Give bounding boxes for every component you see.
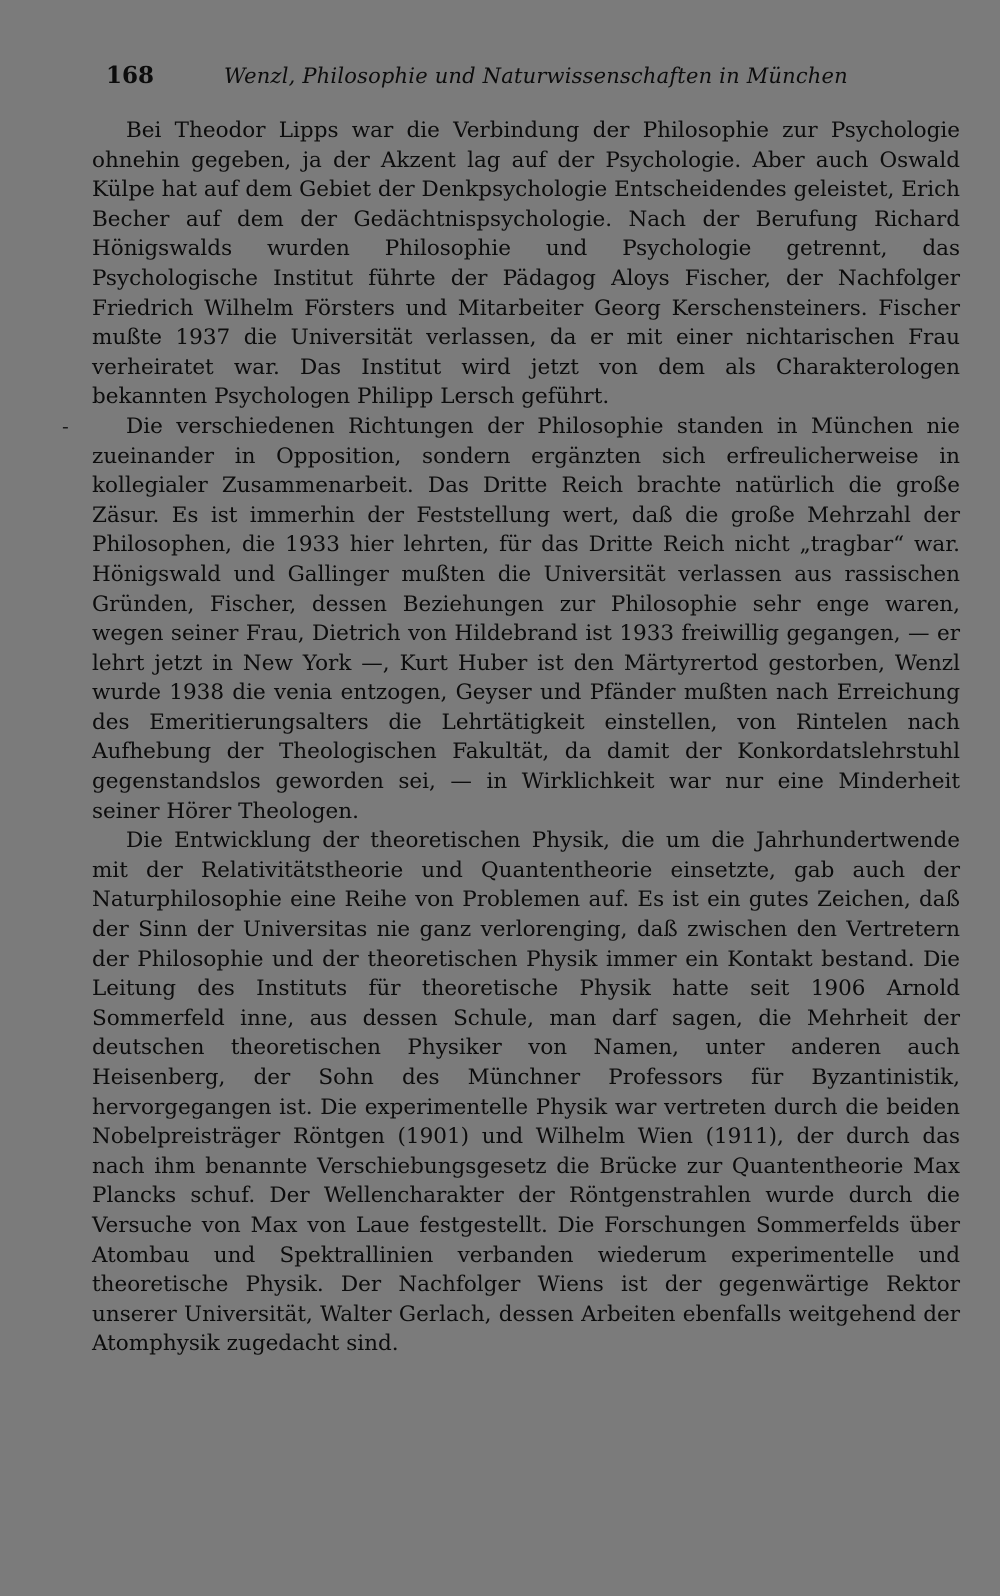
body-text — [92, 116, 960, 1359]
page-number: 168 — [106, 62, 155, 89]
running-title: Wenzl, Philosophie und Naturwissenschaften in München — [224, 64, 848, 88]
page-header — [106, 62, 960, 102]
paragraph-psychology: Bei Theodor Lipps war die Verbindung der Philosophie zur Psychologie ohnehin gegeben, ja der Akzent lag auf der Psychologie. Aber auch Oswald Külpe hat auf dem Gebiet der Denkpsychologie Entscheidendes geleistet, Erich Becher auf dem der Gedächtnispsychologie. Nach der Berufung Richard Hönigswalds wurden Philosophie und Psychologie getrennt, das Psychologische Institut führte der Pädagog Aloys Fischer, der Nachfolger Friedrich Wilhelm Försters und Mitarbeiter Georg Kerschensteiners. Fischer mußte 1937 die Universität verlassen, da er mit einer nichtarischen Frau verheiratet war. Das Institut wird jetzt von dem als Charakterologen bekannten Psychologen Philipp Lersch geführt. — [92, 118, 960, 410]
margin-mark: - — [62, 414, 69, 438]
paragraph-physics: Die Entwicklung der theoretischen Physik, die um die Jahrhundertwende mit der Relativitätstheorie und Quantentheorie einsetzte, gab auch der Naturphilosophie eine Reihe von Problemen auf. Es ist ein gutes Zeichen, daß der Sinn der Universitas nie ganz verlorenging, daß zwischen den Vertretern der Philosophie und der theoretischen Physik immer ein Kontakt bestand. Die Leitung des Instituts für theoretische Physik hatte seit 1906 Arnold Sommerfeld inne, aus dessen Schule, man darf sagen, die Mehrheit der deutschen theoretischen Physiker von Namen, unter anderen auch Heisenberg, der Sohn des Münchner Professors für Byzantinistik, hervorgegangen ist. Die experimentelle Physik war vertreten durch die beiden Nobelpreisträger Röntgen (1901) und Wilhelm Wien (1911), der durch das nach ihm benannte Verschiebungsgesetz die Brücke zur Quantentheorie Max Plancks schuf. Der Wellencharakter der Röntgenstrahlen wurde durch die Versuche von Max von Laue festgestellt. Die Forschungen Sommerfelds über Atombau und Spektrallinien verbanden wiederum experimentelle und theoretische Physik. Der Nachfolger Wiens ist der gegenwärtige Rektor unserer Universität, Walter Gerlach, dessen Arbeiten ebenfalls weitgehend der Atomphysik zugedacht sind. — [92, 828, 960, 1357]
paragraph-third-reich: Die verschiedenen Richtungen der Philosophie standen in München nie zueinander in Opposition, sondern ergänzten sich erfreulicherweise in kollegialer Zusammenarbeit. Das Dritte Reich brachte natürlich die große Zäsur. Es ist immerhin der Feststellung wert, daß die große Mehrzahl der Philosophen, die 1933 hier lehrten, für das Dritte Reich nicht „tragbar“ war. Hönigswald und Gallinger mußten die Universität verlassen aus rassischen Gründen, Fischer, dessen Beziehungen zur Philosophie sehr enge waren, wegen seiner Frau, Dietrich von Hildebrand ist 1933 freiwillig gegangen, — er lehrt jetzt in New York —, Kurt Huber ist den Märtyrertod gestorben, Wenzl wurde 1938 die venia entzogen, Geyser und Pfänder mußten nach Erreichung des Emeritierungsalters die Lehrtätigkeit einstellen, von Rintelen nach Aufhebung der Theologischen Fakultät, da damit der Konkordatslehrstuhl gegenstandslos geworden sei, — in Wirklichkeit war nur eine Minderheit seiner Hörer Theologen. — [92, 413, 960, 824]
